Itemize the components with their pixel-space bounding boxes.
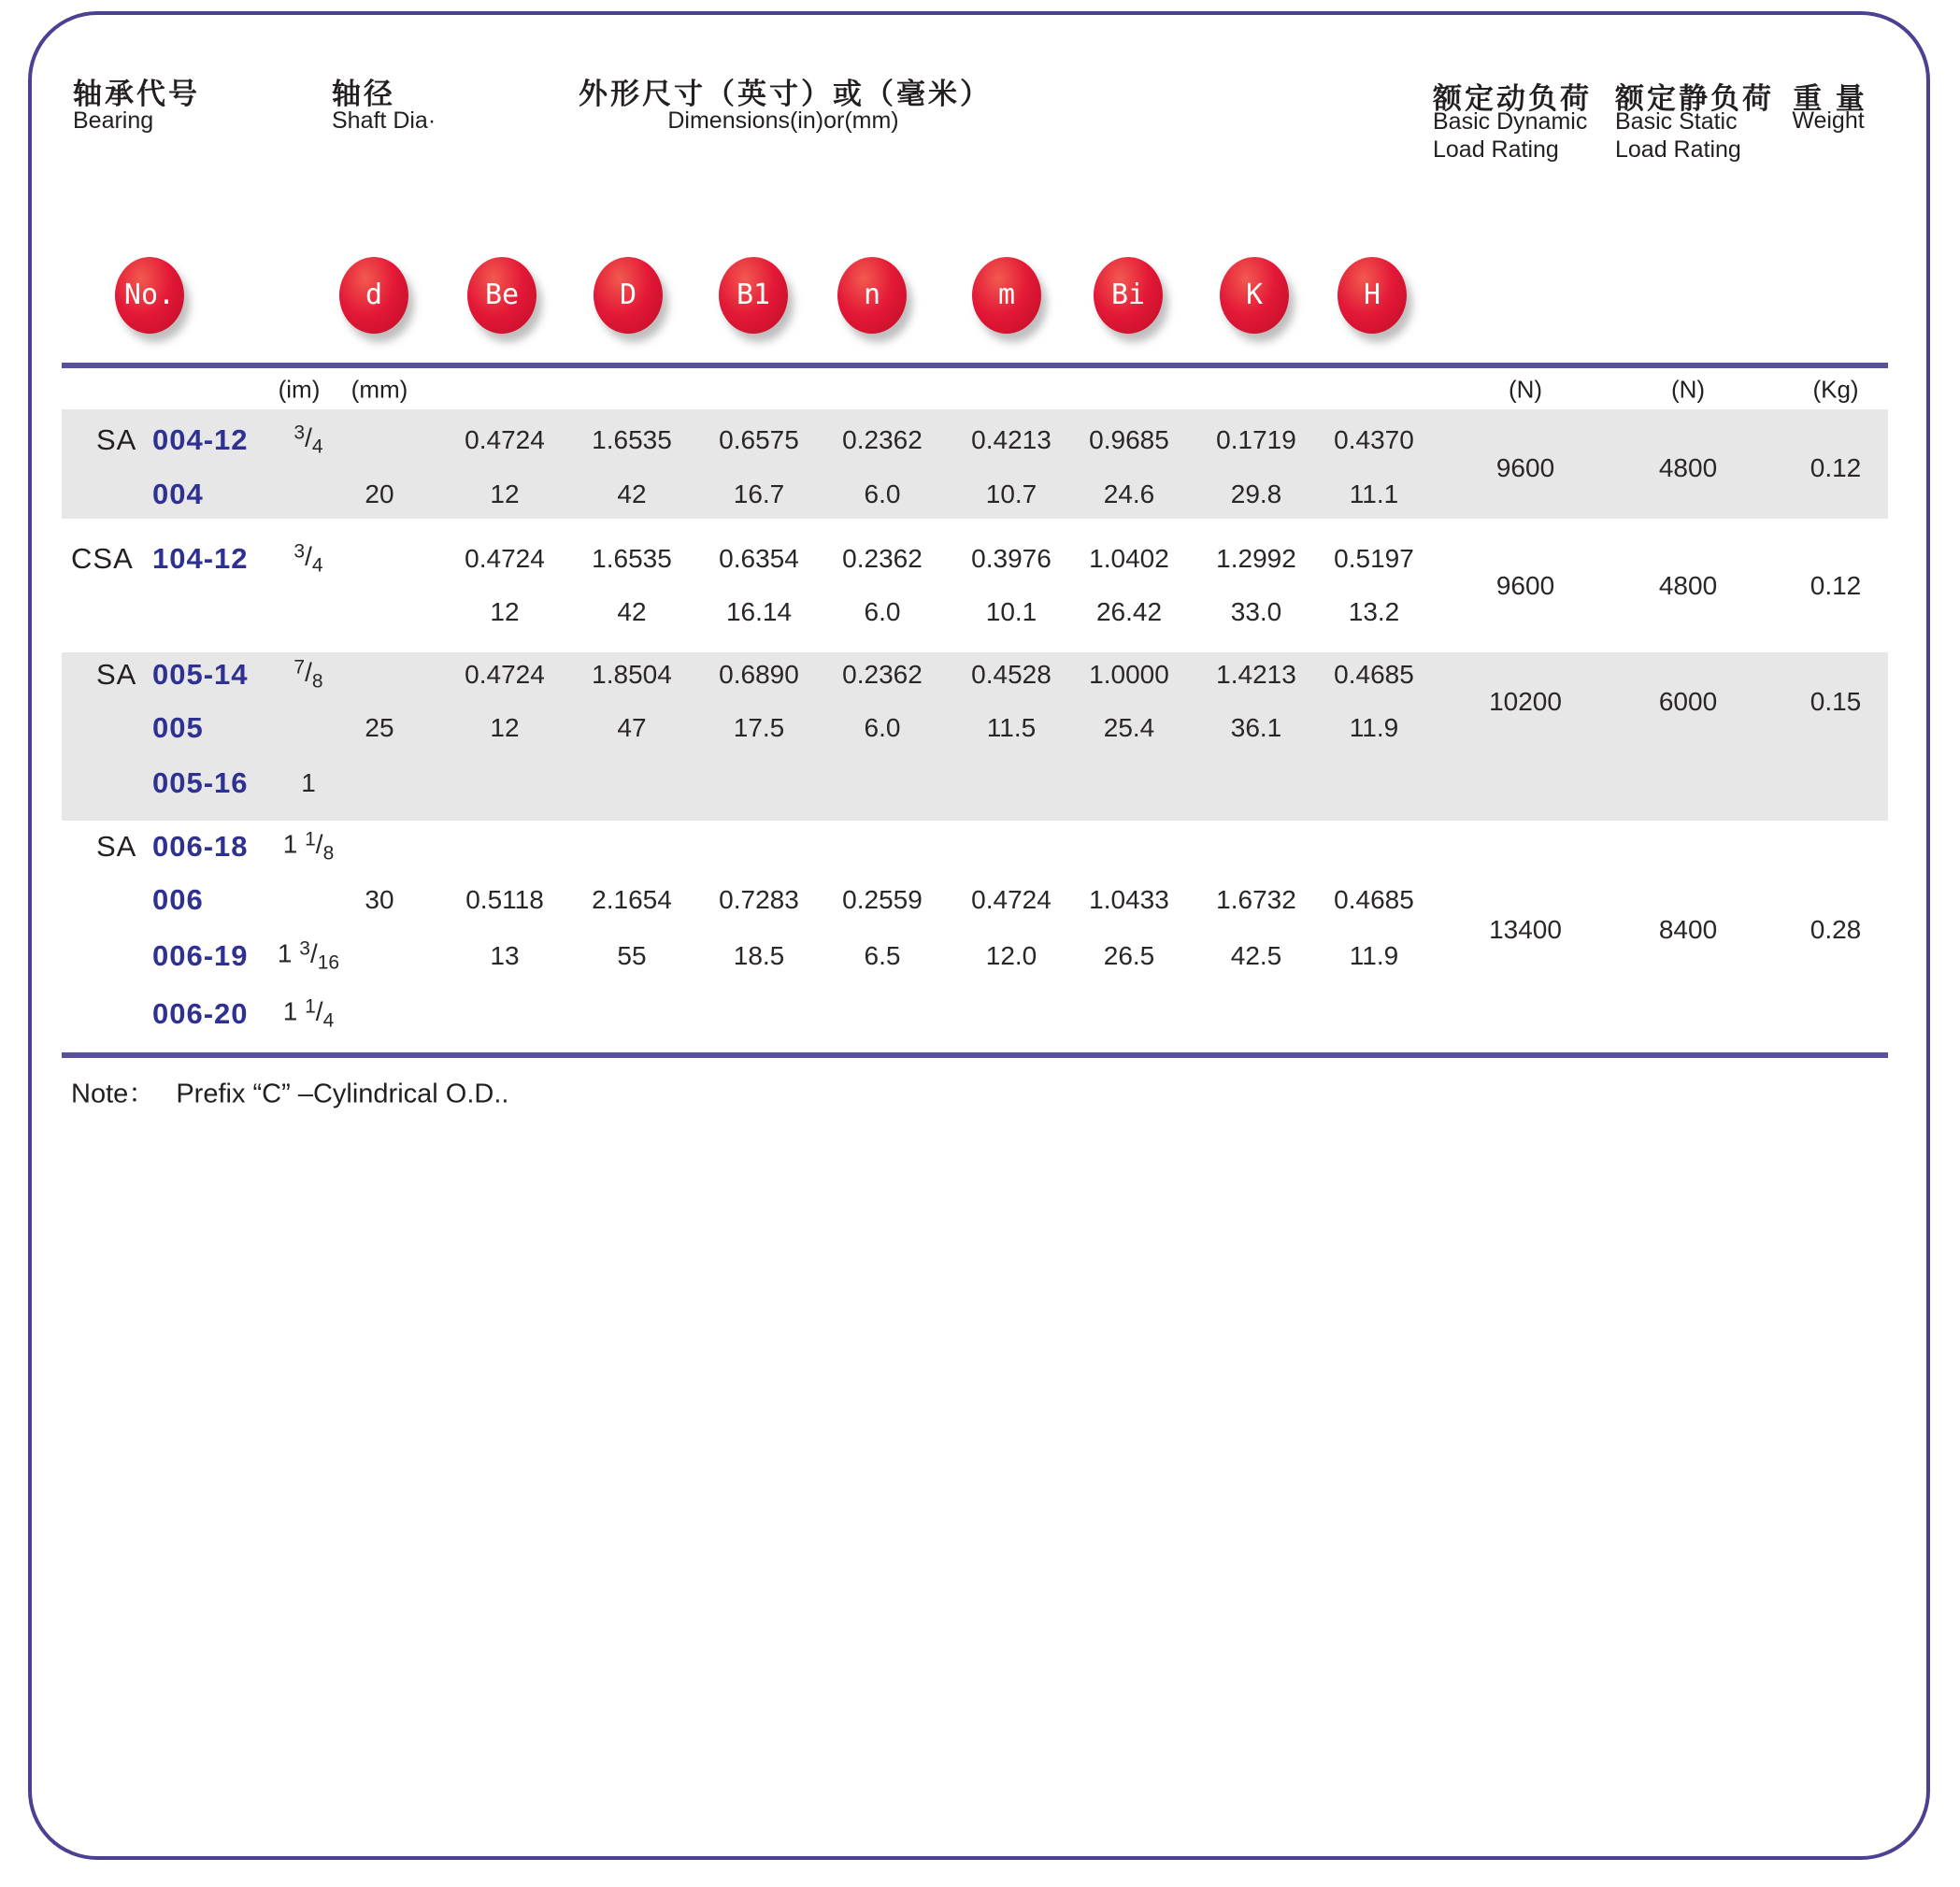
bearing-number: 006 [152, 883, 204, 916]
dimension-value: 0.4370 [1334, 425, 1414, 454]
column-badge-n: n [837, 257, 907, 334]
dynamic-load-value: 10200 [1489, 687, 1562, 716]
weight-value: 0.12 [1810, 453, 1862, 482]
header-dynamic-en1: Basic Dynamic [1433, 108, 1588, 135]
shaft-dia-mm: 20 [365, 479, 394, 508]
column-badge-b1: B1 [719, 257, 788, 334]
header-static-en1: Basic Static [1615, 108, 1738, 135]
dimension-value: 42 [617, 479, 647, 508]
unit-weight: (Kg) [1812, 375, 1859, 404]
shaft-dia-mm: 25 [365, 713, 394, 742]
dimension-value: 1.8504 [592, 660, 672, 689]
dimension-value: 0.6575 [719, 425, 799, 454]
dimension-value: 10.1 [985, 597, 1037, 626]
bearing-series-prefix: SA [96, 658, 137, 691]
dimension-value: 26.5 [1103, 941, 1155, 970]
dimension-value: 0.4724 [465, 544, 545, 573]
unit-static-load: (N) [1670, 375, 1706, 404]
bearing-number: 005-16 [152, 766, 249, 799]
weight-value: 0.28 [1810, 915, 1862, 944]
footnote-label: Note： [71, 1079, 156, 1109]
dimension-value: 55 [617, 941, 647, 970]
dimension-value: 0.3976 [971, 544, 1052, 573]
unit-dynamic-load: (N) [1508, 375, 1543, 404]
dimension-value: 0.7283 [719, 885, 799, 914]
dimension-value: 0.4724 [465, 425, 545, 454]
dimension-value: 0.4724 [971, 885, 1052, 914]
column-badge-h: H [1338, 257, 1407, 334]
column-badge-m: m [972, 257, 1041, 334]
dimension-value: 0.4724 [465, 660, 545, 689]
bearing-number: 006-19 [152, 939, 249, 972]
dimension-value: 12 [490, 713, 520, 742]
dynamic-load-value: 9600 [1495, 571, 1555, 600]
column-badge-k: K [1220, 257, 1289, 334]
unit-inch: (im) [278, 375, 321, 404]
header-dynamic-zh: 额定动负荷 [1433, 82, 1592, 115]
bearing-number: 006-18 [152, 830, 249, 863]
dimension-value: 24.6 [1103, 479, 1155, 508]
bearing-number: 006-20 [152, 997, 249, 1030]
dimension-value: 42 [617, 597, 647, 626]
dimension-value: 0.6890 [719, 660, 799, 689]
bearing-number: 004 [152, 478, 204, 510]
shaft-dia-inch: 1 [301, 768, 316, 797]
dimension-value: 0.4213 [971, 425, 1052, 454]
column-badge-bi: Bi [1094, 257, 1163, 334]
dynamic-load-value: 13400 [1489, 915, 1562, 944]
dimension-value: 0.6354 [719, 544, 799, 573]
dimension-value: 0.2559 [842, 885, 923, 914]
dimension-value: 47 [617, 713, 647, 742]
static-load-value: 8400 [1658, 915, 1718, 944]
shaft-dia-inch: 1 $^1/_8$ [282, 828, 335, 865]
dimension-value: 6.0 [864, 597, 901, 626]
header-shaft-zh: 轴径 [332, 78, 395, 110]
shaft-dia-mm: 30 [365, 885, 394, 914]
dimension-value: 11.5 [986, 713, 1037, 742]
dimension-value: 33.0 [1230, 597, 1282, 626]
dimension-value: 0.5118 [465, 885, 544, 914]
table-bottom-rule [62, 1052, 1888, 1058]
dynamic-load-value: 9600 [1495, 453, 1555, 482]
dimension-value: 0.4528 [971, 660, 1052, 689]
dimension-value: 1.6535 [592, 544, 672, 573]
header-dimensions-en: Dimensions(in)or(mm) [667, 107, 899, 134]
column-badge-be: Be [467, 257, 536, 334]
dimension-value: 0.5197 [1334, 544, 1414, 573]
unit-mm: (mm) [351, 375, 408, 404]
bearing-series-prefix: SA [96, 423, 137, 456]
header-weight-zh: 重 量 [1793, 82, 1867, 115]
header-static-en2: Load Rating [1615, 136, 1741, 163]
dimension-value: 10.7 [985, 479, 1037, 508]
header-weight-en: Weight [1792, 107, 1865, 134]
dimension-value: 1.0000 [1089, 660, 1169, 689]
column-badge-d: d [339, 257, 408, 334]
column-badge-no: No. [115, 257, 184, 334]
dimension-value: 11.9 [1349, 941, 1399, 970]
footnote-text: Prefix “C” –Cylindrical O.D.. [176, 1079, 509, 1109]
dimension-value: 11.9 [1349, 713, 1399, 742]
bearing-number: 005-14 [152, 658, 249, 691]
dimension-value: 1.6732 [1216, 885, 1296, 914]
bearing-number: 004-12 [152, 423, 249, 456]
dimension-value: 0.9685 [1089, 425, 1169, 454]
shaft-dia-inch: $^3/_4$ [293, 422, 323, 458]
header-static-zh: 额定静负荷 [1615, 82, 1774, 115]
dimension-value: 0.4685 [1334, 660, 1414, 689]
dimension-value: 0.2362 [842, 544, 923, 573]
dimension-value: 11.1 [1349, 479, 1399, 508]
bearing-series-prefix: SA [96, 830, 137, 863]
dimension-value: 1.6535 [592, 425, 672, 454]
dimension-value: 1.0433 [1089, 885, 1169, 914]
dimension-value: 0.2362 [842, 425, 923, 454]
bearing-number: 005 [152, 711, 204, 744]
dimension-value: 12 [490, 479, 520, 508]
dimension-value: 42.5 [1230, 941, 1282, 970]
shaft-dia-inch: $^3/_4$ [293, 540, 323, 577]
dimension-value: 12 [490, 597, 520, 626]
weight-value: 0.15 [1810, 687, 1862, 716]
bearing-series-prefix: CSA [71, 542, 134, 575]
dimension-value: 18.5 [733, 941, 785, 970]
dimension-value: 26.42 [1095, 597, 1163, 626]
header-dimensions-zh: 外形尺寸（英寸）或（毫米） [579, 78, 992, 110]
dimension-value: 36.1 [1230, 713, 1282, 742]
static-load-value: 4800 [1658, 571, 1718, 600]
table-top-rule [62, 363, 1888, 368]
static-load-value: 4800 [1658, 453, 1718, 482]
dimension-value: 6.0 [864, 713, 901, 742]
dimension-value: 12.0 [985, 941, 1037, 970]
weight-value: 0.12 [1810, 571, 1862, 600]
dimension-value: 0.1719 [1216, 425, 1296, 454]
header-dynamic-en2: Load Rating [1433, 136, 1559, 163]
dimension-value: 1.2992 [1216, 544, 1296, 573]
dimension-value: 16.7 [733, 479, 785, 508]
shaft-dia-inch: 1 $^1/_4$ [282, 995, 335, 1032]
dimension-value: 1.0402 [1089, 544, 1169, 573]
dimension-value: 29.8 [1230, 479, 1282, 508]
dimension-value: 6.0 [864, 479, 901, 508]
footnote [71, 1073, 508, 1111]
header-bearing-zh: 轴承代号 [73, 78, 200, 110]
shaft-dia-inch: $^7/_8$ [293, 656, 323, 693]
dimension-value: 16.14 [725, 597, 793, 626]
dimension-value: 17.5 [733, 713, 785, 742]
header-bearing-en: Bearing [73, 107, 154, 134]
dimension-value: 0.4685 [1334, 885, 1414, 914]
dimension-value: 2.1654 [592, 885, 672, 914]
dimension-value: 13.2 [1348, 597, 1400, 626]
dimension-value: 13 [490, 941, 520, 970]
dimension-value: 1.4213 [1216, 660, 1296, 689]
bearing-number: 104-12 [152, 542, 249, 575]
dimension-value: 25.4 [1103, 713, 1155, 742]
header-shaft-en: Shaft Dia· [332, 107, 436, 134]
dimension-value: 6.5 [864, 941, 901, 970]
column-badge-d: D [594, 257, 663, 334]
static-load-value: 6000 [1658, 687, 1718, 716]
dimension-value: 0.2362 [842, 660, 923, 689]
shaft-dia-inch: 1 $^3/_{16}$ [277, 937, 340, 974]
